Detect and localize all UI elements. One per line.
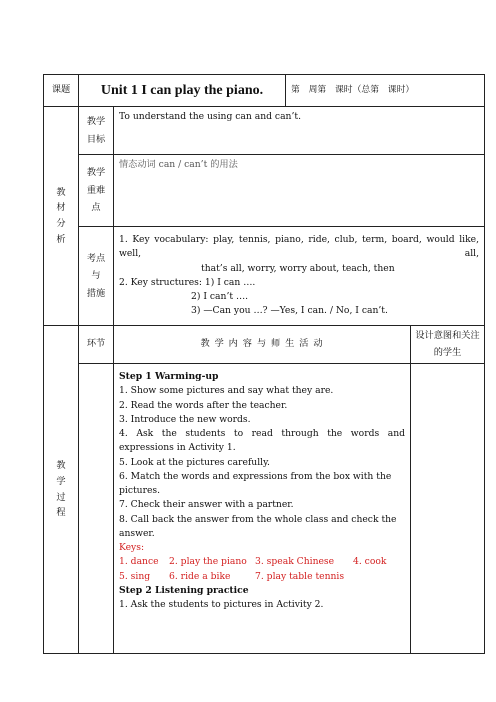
vocab-line-1: 1. Key vocabulary: play, tennis, piano, ride, club, term, board, would like, well, all, bbox=[119, 234, 480, 260]
step1-item: 4. Ask the students to read through the words and expressions in Activity 1. bbox=[119, 428, 406, 454]
key-answer: 4. cook bbox=[353, 556, 387, 568]
vocab-line-2: that’s all, worry, worry about, teach, then bbox=[201, 262, 395, 274]
keys-row-1 bbox=[119, 555, 405, 569]
key-answer: 5. sing bbox=[119, 570, 151, 582]
exam-points-label: 考点 与 措施 bbox=[79, 227, 114, 326]
stage-cell bbox=[79, 364, 114, 654]
step2-title: Step 2 Listening practice bbox=[119, 584, 249, 596]
header-row bbox=[44, 75, 485, 107]
content-column-header: 教 学 内 容 与 师 生 活 动 bbox=[114, 326, 411, 364]
step2-item: 1. Ask the students to pictures in Activity 2. bbox=[119, 599, 324, 610]
key-answer: 3. speak Chinese bbox=[255, 556, 335, 568]
step1-item: 3. Introduce the new words. bbox=[119, 413, 251, 425]
step1-title: Step 1 Warming-up bbox=[119, 371, 219, 382]
stage-column-header: 环节 bbox=[79, 326, 114, 364]
process-header-row bbox=[44, 326, 485, 364]
step1-item: 7. Check their answer with a partner. bbox=[119, 499, 294, 511]
exam-points-content bbox=[114, 227, 485, 326]
keys-label: Keys: bbox=[119, 542, 145, 553]
key-answer: 6. ride a bike bbox=[169, 570, 231, 582]
difficulty-text: 情态动词 can / can’t 的用法 bbox=[114, 155, 485, 227]
objectives-row bbox=[44, 107, 485, 155]
struct-line-3: 3) —Can you …? —Yes, I can. / No, I can’t. bbox=[191, 305, 388, 317]
step1-item: 2. Read the words after the teacher. bbox=[119, 399, 288, 411]
keys-row-2 bbox=[119, 570, 405, 584]
exam-points-row bbox=[44, 227, 485, 326]
step1-item: 1. Show some pictures and say what they are. bbox=[119, 385, 334, 397]
difficulty-row bbox=[44, 155, 485, 227]
topic-label: 课题 bbox=[44, 75, 79, 107]
struct-line-2: 2) I can’t …. bbox=[191, 291, 249, 302]
analysis-label: 教 材 分 析 bbox=[44, 107, 79, 326]
lesson-plan-table bbox=[43, 74, 485, 654]
step1-item: 6. Match the words and expressions from the box with the pictures. bbox=[119, 470, 392, 496]
key-answer: 1. dance bbox=[119, 556, 159, 568]
objectives-label: 教学 目标 bbox=[79, 107, 114, 155]
lesson-title: Unit 1 I can play the piano. bbox=[79, 75, 286, 107]
objectives-text: To understand the using can and can’t. bbox=[114, 107, 485, 155]
difficulty-label: 教学 重难 点 bbox=[79, 155, 114, 227]
key-answer: 7. play table tennis bbox=[255, 570, 345, 582]
schedule-text: 第 周第 课时（总第 课时） bbox=[286, 75, 485, 107]
step1-item: 8. Call back the answer from the whole class and check the answer. bbox=[119, 513, 397, 539]
struct-line-1: 2. Key structures: 1) I can …. bbox=[119, 276, 256, 288]
design-column-header: 设计意图和关注的学生 bbox=[411, 326, 485, 364]
process-content bbox=[114, 364, 411, 654]
process-label: 教 学 过 程 bbox=[44, 326, 79, 654]
process-body-row bbox=[44, 364, 485, 654]
key-answer: 2. play the piano bbox=[169, 556, 247, 568]
design-cell bbox=[411, 364, 485, 654]
step1-item: 5. Look at the pictures carefully. bbox=[119, 456, 270, 468]
